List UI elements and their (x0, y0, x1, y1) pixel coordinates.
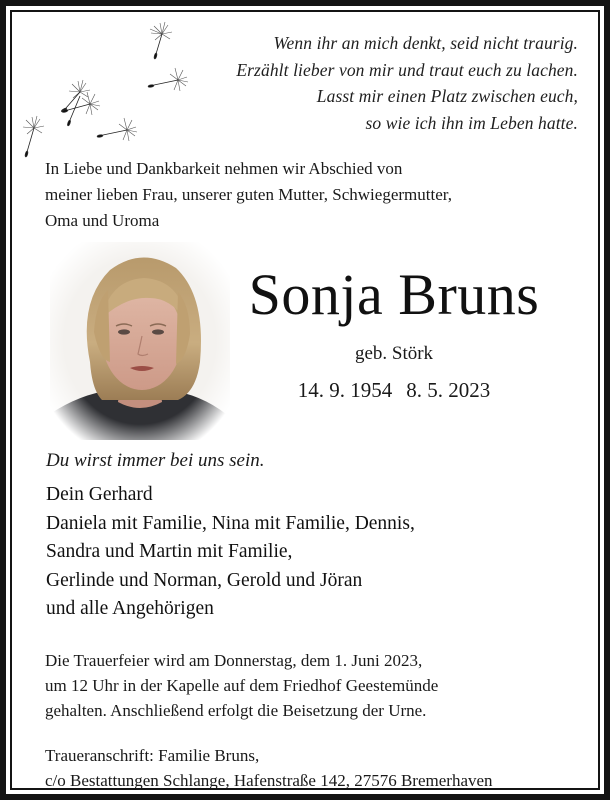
portrait-photo (50, 242, 230, 440)
intro-line: meiner lieben Frau, unserer guten Mutter, Schwiegermutter, (45, 185, 452, 204)
poem-line: so wie ich ihn im Leben hatte. (365, 112, 578, 133)
motto: Du wirst immer bei uns sein. (46, 450, 265, 471)
mourner-line: Sandra und Martin mit Familie, (46, 541, 293, 562)
mourning-address (45, 743, 493, 793)
poem-line: Lasst mir einen Platz zwischen euch, (316, 86, 578, 106)
intro-line: Oma und Uroma (45, 211, 160, 230)
mourner-line: und alle Angehörigen (46, 598, 214, 619)
ceremony-line: gehalten. Anschließend erfolgt die Beisetzung der Urne. (45, 701, 427, 720)
deceased-name: Sonja Bruns (248, 262, 540, 327)
intro-text (45, 156, 452, 234)
poem-line: Erzählt lieber von mir und traut euch zu lachen. (236, 59, 578, 80)
obituary-card (10, 10, 600, 790)
address-line: Traueranschrift: Familie Bruns, (45, 746, 260, 765)
ceremony-line: um 12 Uhr in der Kapelle auf dem Friedhof Geestemünde (45, 676, 439, 695)
poem-line: Wenn ihr an mich denkt, seid nicht traurig. (273, 33, 578, 53)
mourner-line: Gerlinde und Norman, Gerold und Jöran (46, 569, 363, 591)
mourners-list (46, 481, 415, 624)
intro-line: In Liebe und Dankbarkeit nehmen wir Abschied von (45, 159, 403, 178)
life-dates (224, 376, 564, 404)
mourner-line: Dein Gerhard (46, 484, 153, 505)
address-line: c/o Bestattungen Schlange, Hafenstraße 142, 27576 Bremerhaven (45, 771, 493, 790)
ceremony-line: Die Trauerfeier wird am Donnerstag, dem 1. Juni 2023, (45, 651, 423, 670)
ceremony-details (45, 648, 438, 723)
maiden-name: geb. Störk (354, 343, 434, 364)
poem (236, 30, 578, 136)
birth-date: 14. 9. 1954 (297, 378, 393, 402)
death-date: 8. 5. 2023 (406, 378, 491, 402)
mourner-line: Daniela mit Familie, Nina mit Familie, Dennis, (46, 512, 415, 534)
